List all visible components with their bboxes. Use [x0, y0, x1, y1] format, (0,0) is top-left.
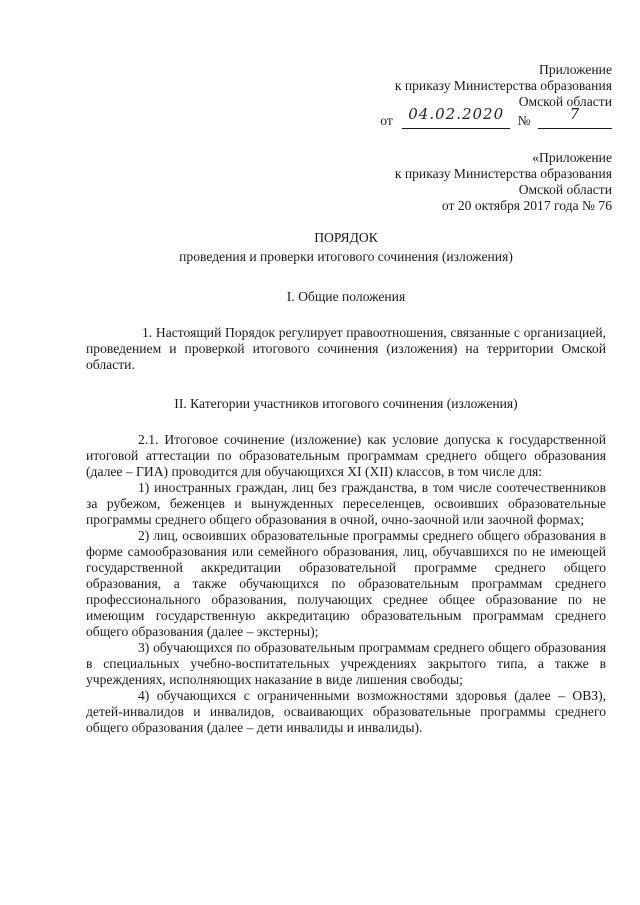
date-prefix: от [380, 113, 393, 128]
handwritten-date: 04.02.2020 [408, 105, 505, 123]
prev-appendix-label: «Приложение [532, 150, 612, 165]
list-item: 2) лиц, освоивших образовательные программы среднего общего образования в форме самообразования или семейного образования, лиц, обучавшихся по не имеющей государственной аккредитации образовательной программе среднего общего образования, а также обучающихся по образовательным программам среднего профессионального образования, получающих среднее общее образование по не имеющим государственную аккредитацию образовательным программам среднего общего образования (далее – экстерны); [86, 528, 606, 639]
appendix-order-ref: к приказу Министерства образования [394, 78, 612, 93]
section2-intro: 2.1. Итоговое сочинение (изложение) как условие допуска к государственной итоговой аттестации по образовательным программам среднего общего образования (далее – ГИА) проводится для обучающихся XI (XII) классов, в том числе для: [86, 432, 606, 479]
date-blank [402, 105, 510, 129]
handwritten-number: 7 [569, 105, 581, 123]
section2-heading: II. Категории участников итогового сочинения (изложения) [174, 396, 518, 411]
number-blank [538, 105, 612, 129]
list-item: 3) обучающихся по образовательным программам среднего общего образования в специальных учебно-воспитательных учреждениях закрытого типа, а также в учреждениях, исполняющих наказание в виде лишения свободы; [86, 640, 606, 687]
previous-appendix-header [395, 150, 612, 214]
appendix-header [380, 62, 612, 132]
section1-heading: I. Общие положения [286, 289, 406, 304]
list-item: 4) обучающихся с ограниченными возможностями здоровья (далее – ОВЗ), детей-инвалидов и инвалидов, осваивающих образовательные программы среднего общего образования (далее – дети инвалиды и инвалиды). [86, 688, 606, 735]
document-subtitle: проведения и проверки итогового сочинения (изложения) [179, 249, 513, 264]
section1-body [86, 325, 606, 373]
appendix-label: Приложение [539, 62, 612, 77]
appendix-date-number-row [380, 105, 612, 132]
appendix-region: Омской области [518, 94, 612, 109]
number-prefix: № [517, 113, 531, 128]
document-title: ПОРЯДОК [314, 230, 378, 245]
list-item: 1) иностранных граждан, лиц без гражданства, в том числе соотечественников за рубежом, беженцев и вынужденных переселенцев, освоивших образовательные программы среднего общего образования в очной, очно-заочной или заочной формах; [86, 480, 606, 527]
prev-appendix-region: Омской области [518, 182, 612, 197]
section2-body [86, 432, 606, 736]
prev-appendix-date: от 20 октября 2017 года № 76 [441, 198, 612, 213]
prev-appendix-order-ref: к приказу Министерства образования [394, 166, 612, 181]
section1-paragraph: 1. Настоящий Порядок регулирует правоотношения, связанные с организацией, проведением и проверкой итогового сочинения (изложения) на территории Омской области. [86, 325, 606, 372]
